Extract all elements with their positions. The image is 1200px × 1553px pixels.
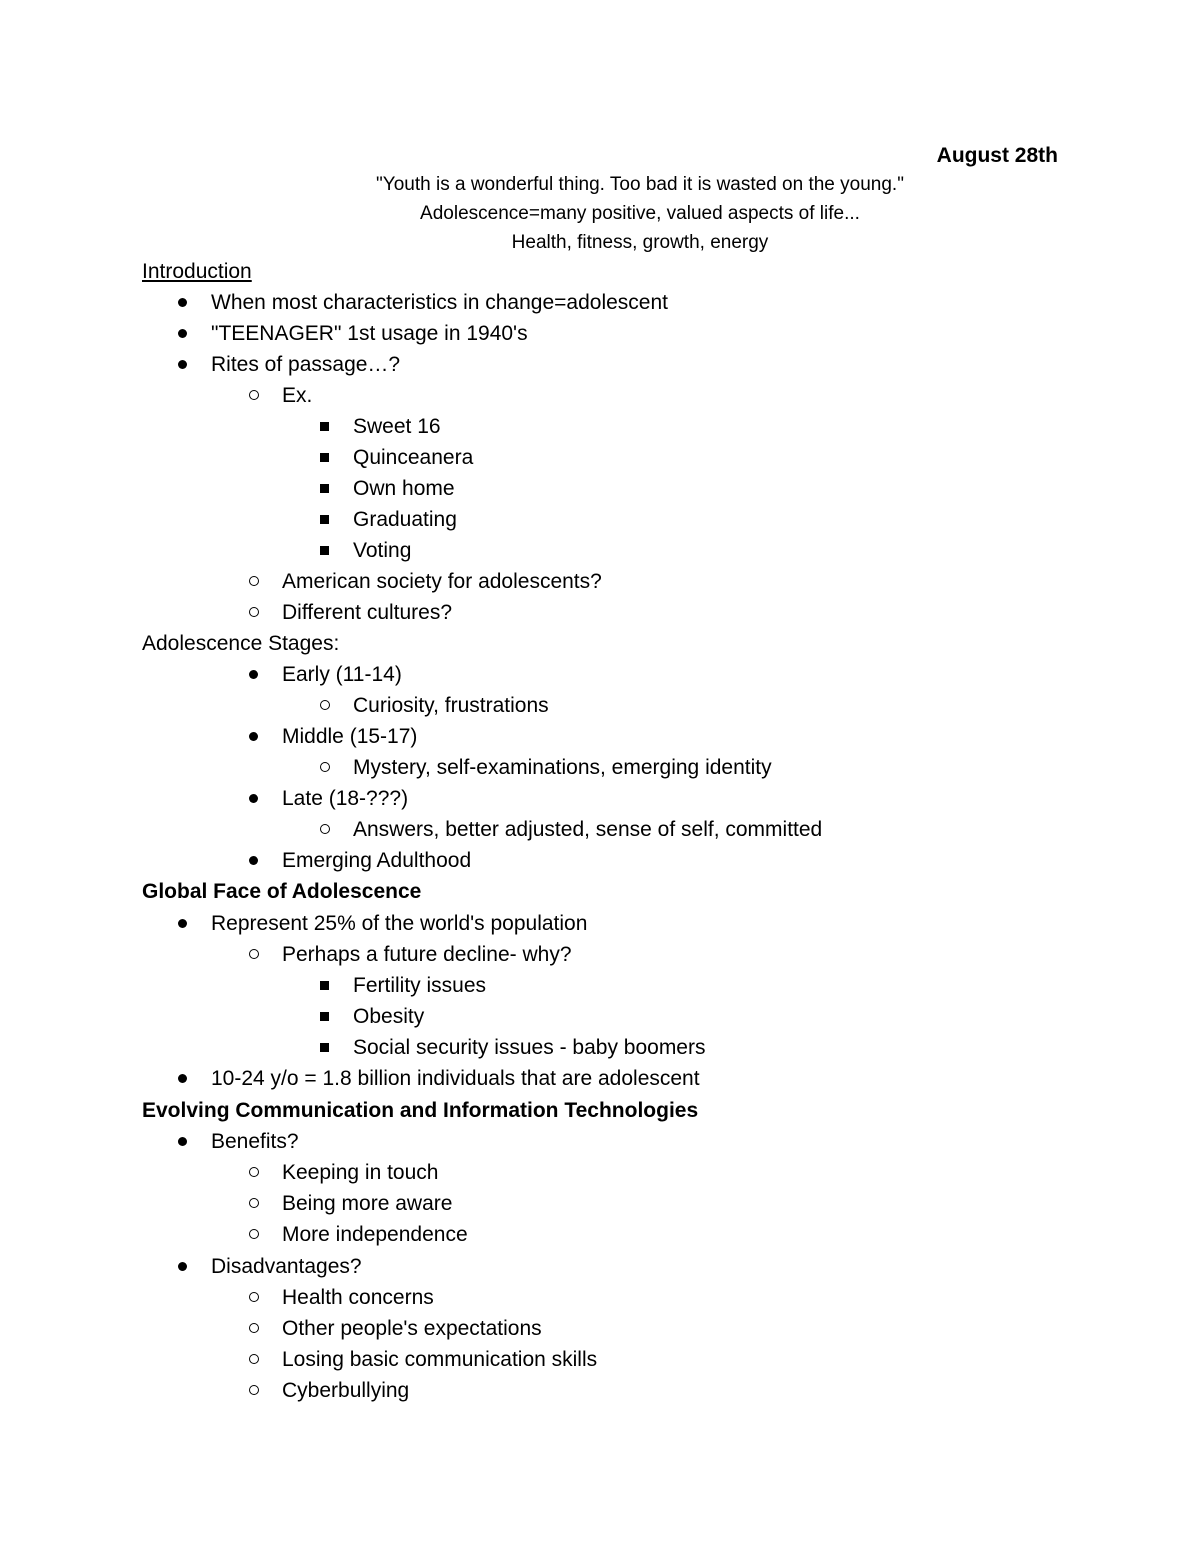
bullet-disc-icon	[249, 856, 258, 865]
bullet-circle-icon	[249, 390, 259, 400]
section-heading-global: Global Face of Adolescence	[142, 880, 422, 903]
bullet-circle-icon	[320, 824, 330, 834]
section-heading-tech: Evolving Communication and Information Technologies	[142, 1099, 699, 1122]
bullet-disc-icon	[178, 329, 187, 338]
quote-line: "Youth is a wonderful thing. Too bad it is wasted on the young."	[376, 174, 904, 195]
bullet-circle-icon	[249, 1385, 259, 1395]
section-heading-introduction: Introduction	[142, 260, 252, 283]
bullet-circle-icon	[249, 1167, 259, 1177]
bullet-circle-icon	[249, 1229, 259, 1239]
bullet-square-icon	[320, 484, 329, 493]
date-heading: August 28th	[936, 144, 1058, 167]
bullet-circle-icon	[320, 762, 330, 772]
bullet-square-icon	[320, 515, 329, 524]
bullet-square-icon	[320, 546, 329, 555]
bullet-circle-icon	[249, 1323, 259, 1333]
bullet-disc-icon	[178, 919, 187, 928]
bullet-disc-icon	[249, 794, 258, 803]
subtitle-line-1: Adolescence=many positive, valued aspects of life...	[420, 203, 860, 224]
bullet-square-icon	[320, 453, 329, 462]
bullet-circle-icon	[249, 607, 259, 617]
bullet-square-icon	[320, 981, 329, 990]
bullet-disc-icon	[249, 732, 258, 741]
bullet-circle-icon	[249, 576, 259, 586]
bullet-circle-icon	[320, 700, 330, 710]
bullet-disc-icon	[178, 1074, 187, 1083]
bullet-disc-icon	[178, 1262, 187, 1271]
bullet-square-icon	[320, 1012, 329, 1021]
bullet-square-icon	[320, 1043, 329, 1052]
subtitle-line-2: Health, fitness, growth, energy	[511, 232, 769, 253]
bullet-square-icon	[320, 422, 329, 431]
bullet-disc-icon	[178, 360, 187, 369]
document-page: August 28th "Youth is a wonderful thing. Too bad it is wasted on the young." Adolescence=many positive, valued aspects of life... Health, fitness, growth, energy Introduction When most characteristics in change=adolescent "TEENAGER" 1st usage in 1940's Rites of passage…? Ex. Sweet 16 Quinceanera Own home Graduating Voting American society for adolescents? Different cultures? Adolescence Stages: Early (11-14) Curiosity, frustrations Middle (15-17) Mystery, self-examinations, emerging identity Late (18-???) Answers, better adjusted, sense of self, committed Emerging Adulthood Global Face of Adolescence Represent 25% of the world's population Perhaps a future decline- why? Fertility issues Obesity Social security issues - baby boomers 10-24 y/o = 1.8 billion individuals that are adolescent Evolving Communication and Information Technologies Benefits? Keeping in touch Being more aware More independence Disadvantages? Health concerns Other people's expectations Losing basic communication skills Cyberbullying	[0, 0, 1200, 1553]
bullet-circle-icon	[249, 949, 259, 959]
bullet-disc-icon	[249, 670, 258, 679]
bullet-circle-icon	[249, 1292, 259, 1302]
bullet-circle-icon	[249, 1198, 259, 1208]
bullet-disc-icon	[178, 1137, 187, 1146]
section-heading-stages: Adolescence Stages:	[142, 632, 340, 655]
bullet-circle-icon	[249, 1354, 259, 1364]
bullet-disc-icon	[178, 298, 187, 307]
